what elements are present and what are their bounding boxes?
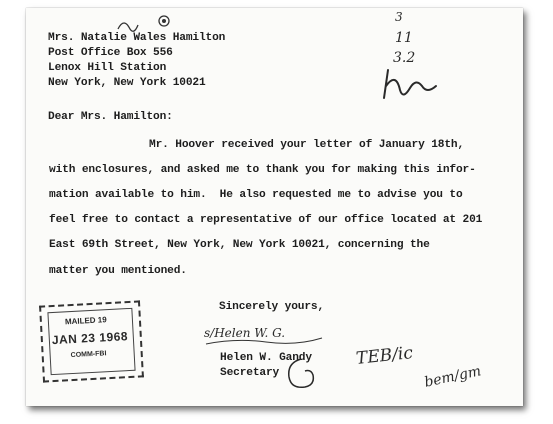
address-line-2: Lenox Hill Station — [48, 62, 167, 74]
body-line-6: matter you mentioned. — [49, 265, 187, 277]
body-line-2: with enclosures, and asked me to thank you for making this infor- — [49, 164, 476, 176]
address-line-1: Post Office Box 556 — [48, 47, 173, 59]
address-name: Mrs. Natalie Wales Hamilton — [48, 32, 226, 44]
body-line-5: East 69th Street, New York, New York 10021, concerning the — [49, 239, 430, 251]
signer-title: Secretary — [220, 367, 280, 379]
signature-loop — [281, 353, 326, 393]
handwritten-mark-1: 3 — [395, 10, 403, 24]
handwritten-initials: TEB/ic — [355, 343, 414, 369]
stamp-frame — [47, 308, 135, 375]
handwritten-mark-2: 11 — [395, 30, 413, 46]
closing: Sincerely yours, — [219, 301, 325, 313]
letter-page — [26, 8, 523, 406]
salutation: Dear Mrs. Hamilton: — [48, 111, 173, 123]
body-line-1: Mr. Hoover received your letter of January 18th, — [149, 139, 465, 151]
handwritten-signature: s/Helen W. G. — [204, 326, 286, 340]
signature-underline — [204, 334, 324, 348]
mailed-stamp — [39, 300, 144, 382]
handwritten-note: bem/gm — [422, 363, 483, 391]
body-line-3: mation available to him. He also requested me to advise you to — [49, 189, 463, 201]
body-line-4: feel free to contact a representative of our office located at 201 — [49, 214, 483, 226]
handwritten-squiggle — [376, 64, 446, 104]
handwritten-mark-3: 3.2 — [393, 50, 416, 66]
stamp-date-text: JAN 23 1968 — [51, 329, 129, 348]
address-line-3: New York, New York 10021 — [48, 77, 206, 89]
stamp-top-text: MAILED 19 — [64, 315, 107, 327]
stamp-bottom-text: COMM-FBI — [70, 350, 107, 360]
signer-name: Helen W. Gandy — [220, 352, 312, 364]
